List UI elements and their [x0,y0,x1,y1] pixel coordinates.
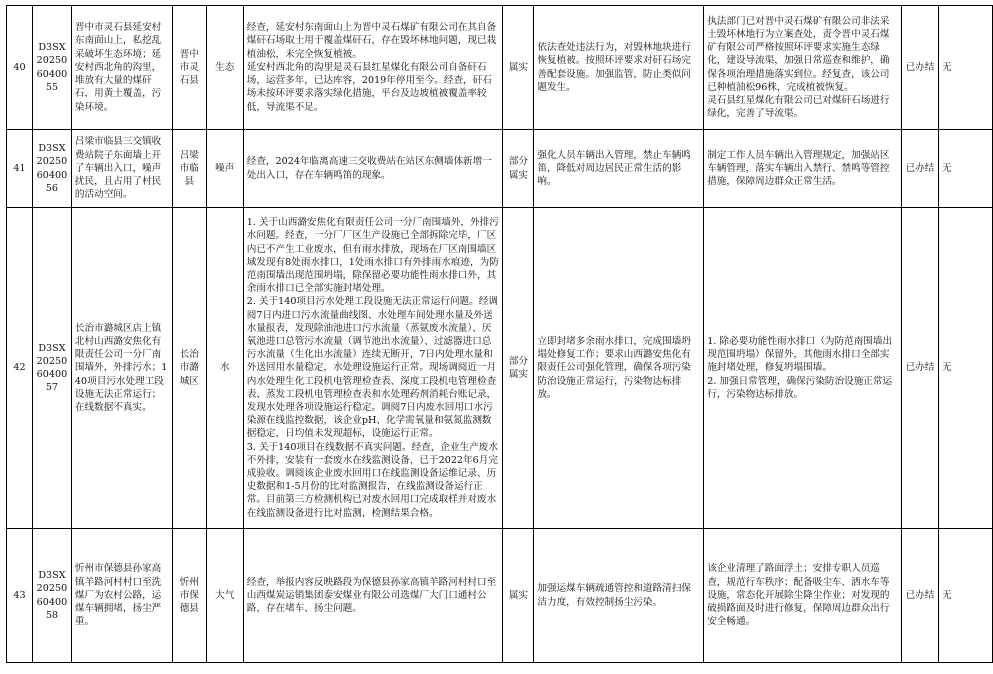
accountability: 无 [938,130,992,208]
investigation-findings-paragraph: 3. 关于140项目在线数据不真实问题。经查，企业生产废水不外排，安装有一套废水在线监测设备，已于2022年6月完成验收。调阅该企业废水回用口在线监测设备运维记录、历史数据和1-5月份的比对监测报告，在线监测设备运行正常。目前第三方检测机构已对废水回用口完成取样并对废水在线监测设备进行比对监测，检测结果合格。 [246,441,498,519]
rectification-progress-paragraph: 2. 加强日常管理，确保污染防治设施正常运行，污染物达标排放。 [707,375,893,400]
row-index: 42 [7,208,33,529]
investigation-findings-paragraph: 延安村西北角的沟里是灵石县红星煤化有限公司自备矸石场，运营多年，已达库容，2019年停用至今。经查，矸石场未按环评要求落实绿化措施，平台及边坡植被覆盖率较低，导流渠不足。 [246,61,492,113]
handling-measures: 立即封堵多余雨水排口，完成围墙坍塌处修复工作；要求山西潞安焦化有限责任公司强化管理，确保各项污染防治设施正常运行，污染物达标排放。 [534,208,704,529]
investigation-findings-paragraph: 经查，延安村东南面山上为晋中灵石煤矿有限公司在其自备煤矸石场取土用于覆盖煤矸石，存在毁坏林地问题，现已栽植油松，未完全恢复植被。 [246,22,497,60]
rectification-progress [704,529,902,663]
complaint-content: 忻州市保德县孙家高镇羊路河村村口至洗煤厂为农村公路，运煤车辆拥堵，扬尘严重。 [71,529,172,663]
investigation-findings-paragraph: 1. 关于山西潞安焦化有限责任公司一分厂南围墙外，外排污水问题。经查，一分厂厂区生产设施已全部拆除完毕，厂区内已不产生工业废水，但有雨水排放，现场在厂区南围墙区域发现有8处雨水排口，1处雨水排口有外排雨水痕迹，为防范南围墙出现范围坍塌，除保留必要功能性雨水排口外，其余雨水排口已全部实施封堵处理。 [246,217,499,295]
table-row [7,130,993,208]
pollution-type: 水 [206,208,243,529]
rectification-progress [704,130,902,208]
verification-conclusion: 属实 [503,6,534,130]
investigation-findings [243,208,503,529]
investigation-findings [243,6,503,130]
table-row [7,529,993,663]
investigation-findings [243,529,503,663]
rectification-progress-paragraph: 灵石县红星煤化有限公司已对煤矸石场进行绿化，完善了导流渠。 [707,94,890,120]
accountability: 无 [938,529,992,663]
complaint-content: 晋中市灵石县延安村东南面山上，私挖乱采破坏生态环境；延安村西北角的沟里，堆放有大量的煤矸石，用黄土覆盖，污染环境。 [71,6,172,130]
investigation-findings-paragraph: 经查，2024年临离高速三交收费站在站区东侧墙体新增一处出入口，存在车辆鸣笛的现象。 [246,156,492,181]
rectification-progress-paragraph: 该企业清理了路面浮土；安排专职人员巡查，规范行车秩序；配备吸尘车、洒水车等设施，常态化开展除尘降尘作业；对发现的破损路面及时进行修复，保障周边群众出行安全畅通。 [707,563,890,628]
accountability: 无 [938,6,992,130]
row-index: 40 [7,6,33,130]
verification-conclusion: 部分属实 [503,130,534,208]
administrative-area: 晋中市灵石县 [172,6,206,130]
pollution-type: 生态 [206,6,243,130]
table-row [7,208,993,529]
accountability: 无 [938,208,992,529]
rectification-progress-paragraph: 执法部门已对晋中灵石煤矿有限公司非法采土毁坏林地行为立案查处，责令晋中灵石煤矿有限公司严格按照环评要求实施生态绿化，建设导流渠，加强日常巡查和维护，确保各项治理措施落实到位。经复查，该公司已种植油松96株，完成植被恢复。 [707,15,890,93]
rectification-progress-paragraph: 1. 除必要功能性雨水排口（为防范南围墙出现范围坍塌）保留外，其他雨水排口全部实施封堵处理，修复坍塌围墙。 [707,335,893,374]
case-code: D3SX202506040055 [32,6,71,130]
rectification-progress [704,6,902,130]
rectification-progress-paragraph: 制定工作人员车辆出入管理规定，加强站区车辆管理，落实车辆出入禁行、禁鸣等管控措施，保障周边群众正常生活。 [707,149,890,188]
investigation-findings-paragraph: 经查，举报内容反映路段为保德县孙家高镇羊路河村村口至山西煤炭运销集团泰安煤业有限公司选煤厂大门口通村公路，存在堵车、扬尘问题。 [246,576,497,615]
case-status: 已办结 [901,529,938,663]
case-status: 已办结 [901,6,938,130]
handling-measures: 依法查处违法行为，对毁林地块进行恢复植被。按照环评要求对矸石场完善配套设施。加强监管，防止类似问题发生。 [534,6,704,130]
case-status: 已办结 [901,208,938,529]
verification-conclusion: 属实 [503,529,534,663]
complaint-content: 长治市潞城区店上镇北村山西潞安焦化有限责任公司一分厂南围墙外，外排污水；140项目污水处理工段设施无法正常运行；在线数据不真实。 [71,208,172,529]
handling-measures: 强化人员车辆出入管理，禁止车辆鸣笛，降低对周边居民正常生活的影响。 [534,130,704,208]
pollution-type: 大气 [206,529,243,663]
verification-conclusion: 部分属实 [503,208,534,529]
row-index: 41 [7,130,33,208]
pollution-type: 噪声 [206,130,243,208]
investigation-findings-paragraph: 2. 关于140项目污水处理工段设施无法正常运行问题。经调阅7日内进口污水流量曲线图、水处理车间处理水量及外送水量报表，发现除油池进口污水流量（蒸氨废水流量）、厌氧池进口总管污水流量（调节池出水流量）、过滤器进口总污水流量（生化出水流量）连续无断开，7日内处理水量和外送回用水量稳定，水处理设施运行正常。现场调阅近一月内水处理生化工段机电管理检查表、深度工段机电管理检查表、蒸发工段机电管理检查表和水处理药剂消耗台账记录，发现水处理各项设施运行稳定。调阅7日内废水回用口水污染源在线监控数据，该企业pH、化学需氧量和氨氮监测数据稳定，日均值未发现超标，设施运行正常。 [246,296,498,440]
case-code: D3SX202506040056 [32,130,71,208]
case-table [6,5,993,663]
case-code: D3SX202506040058 [32,529,71,663]
investigation-findings [243,130,503,208]
administrative-area: 忻州市保德县 [172,529,206,663]
administrative-area: 长治市潞城区 [172,208,206,529]
table-row [7,6,993,130]
row-index: 43 [7,529,33,663]
administrative-area: 吕梁市临县 [172,130,206,208]
case-code: D3SX202506040057 [32,208,71,529]
handling-measures: 加强运煤车辆疏通管控和道路清扫保洁力度，有效控制扬尘污染。 [534,529,704,663]
complaint-content: 吕梁市临县三交镇收费站院子东面墙上开了车辆出入口，噪声扰民，且占用了村民的活动空间。 [71,130,172,208]
case-status: 已办结 [901,130,938,208]
rectification-progress [704,208,902,529]
